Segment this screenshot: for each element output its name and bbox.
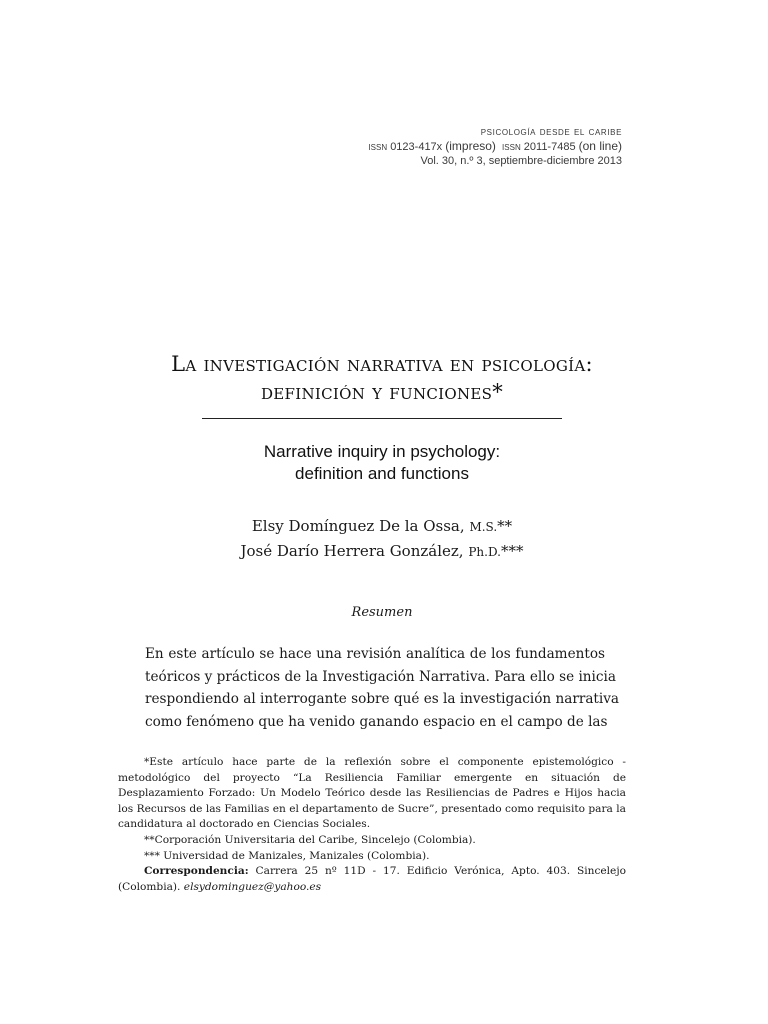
- footnotes: [118, 755, 626, 895]
- title-en-line-1: Narrative inquiry in psychology:: [263, 442, 501, 461]
- abstract-line: como fenómeno que ha venido ganando espacio en el campo de las: [145, 713, 608, 730]
- author-1-name: Elsy Domínguez De la Ossa,: [251, 517, 465, 535]
- issn-print-number: 0123-417x: [390, 141, 443, 153]
- correspondence: [118, 864, 626, 895]
- volume-line: Vol. 30, n.º 3, septiembre-diciembre 2013: [420, 155, 622, 167]
- issn-online-number: 2011-7485: [523, 141, 576, 153]
- author-1-degree: M.S.: [469, 520, 498, 534]
- author-2: [110, 539, 654, 564]
- issn-print-prefix: issn: [368, 141, 388, 153]
- abstract-line: respondiendo al interrogante sobre qué es la investigación narrativa: [145, 691, 620, 708]
- author-1: [110, 514, 654, 539]
- author-2-mark: ***: [500, 542, 524, 560]
- journal-header: [368, 125, 622, 168]
- title-en-line-2: definition and functions: [295, 464, 469, 483]
- english-title-block: [110, 441, 654, 485]
- abstract-line: En este artículo se hace una revisión analítica de los fundamentos: [145, 646, 605, 662]
- correspondence-email[interactable]: elsydominguez@yahoo.es: [183, 880, 322, 893]
- issn-line: [368, 139, 622, 154]
- journal-name: psicología desde el caribe: [480, 126, 622, 138]
- title-es-line-1: La investigación narrativa en psicología:: [171, 352, 593, 376]
- abstract-text: [145, 643, 620, 733]
- spanish-title-block: [110, 350, 654, 419]
- abstract-heading: Resumen: [351, 605, 413, 620]
- footnote-3: *** Universidad de Manizales, Manizales (Colombia).: [144, 849, 430, 862]
- footnote-2: **Corporación Universitaria del Caribe, Sincelejo (Colombia).: [144, 833, 476, 846]
- correspondence-address: Carrera 25 nº 11D - 17. Edificio Verónica, Apto. 403. Sincelejo (Colombia).: [118, 865, 626, 893]
- author-1-mark: **: [497, 517, 513, 535]
- author-2-degree: Ph.D.: [468, 545, 501, 559]
- footnote-1: *Este artículo hace parte de la reflexión sobre el componente epistemológico - metodológico del proyecto “La Resiliencia Familiar emergente en situación de Desplazamiento Forzado: Un Modelo Teórico desde las Resiliencias de Padres e Hijos hacia los Recursos de las Familias en el departamento de Sucre”, presentado como requisito para la candidatura al doctorado en Ciencias Sociales.: [118, 756, 626, 831]
- author-2-name: José Darío Herrera González,: [240, 542, 464, 560]
- issn-online-prefix: issn: [502, 141, 521, 153]
- title-divider: [202, 418, 562, 419]
- issn-print-label: (impreso): [445, 139, 496, 153]
- issn-online-label: (on line): [578, 139, 622, 153]
- authors: [110, 514, 654, 564]
- title-es-line-2: definición y funciones*: [260, 380, 504, 404]
- abstract-line: teóricos y prácticos de la Investigación Narrativa. Para ello se inicia: [145, 668, 616, 685]
- correspondence-label: Correspondencia:: [144, 865, 249, 878]
